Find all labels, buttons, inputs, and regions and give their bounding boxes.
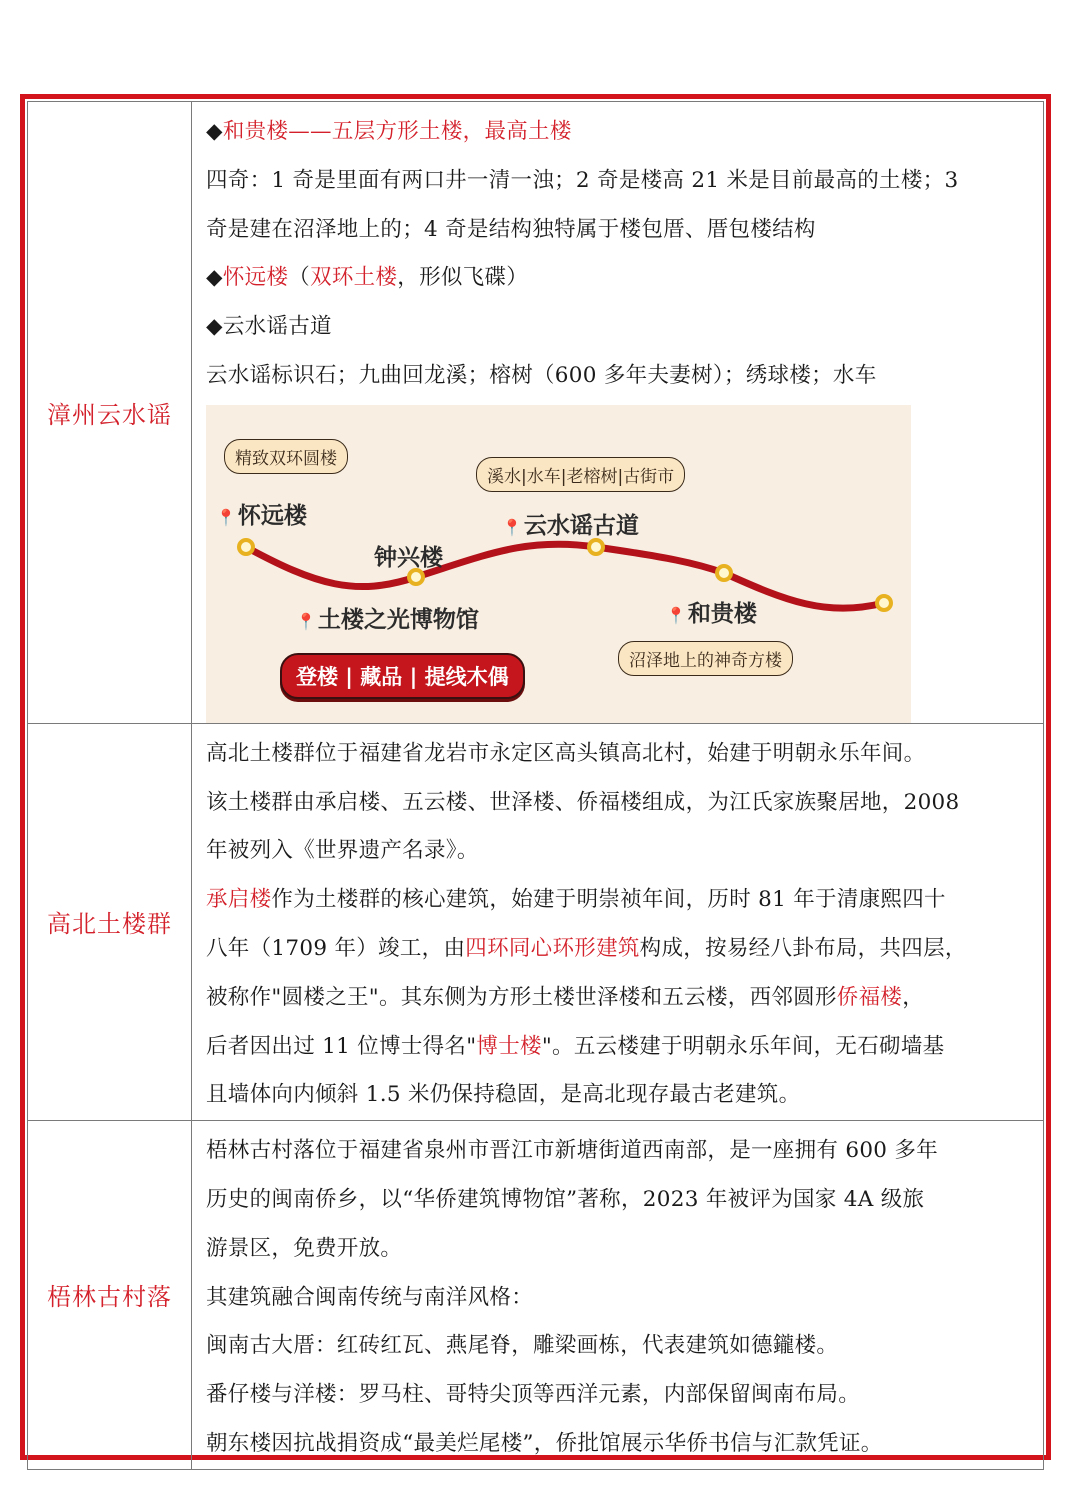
text-line: 朝东楼因抗战捐资成“最美烂尾楼”，侨批馆展示华侨书信与汇款凭证。: [206, 1430, 883, 1456]
tag-huaiyuan: 精致双环圆楼: [224, 439, 348, 474]
location-pin-icon: 📍: [216, 507, 236, 527]
location-pin-icon: 📍: [666, 605, 686, 625]
text-line: 历史的闽南侨乡，以“华侨建筑博物馆”著称，2023 年被评为国家 4A 级旅: [206, 1186, 925, 1212]
text-line: 且墙体向内倾斜 1.5 米仍保持稳固，是高北现存最古老建筑。: [206, 1082, 801, 1108]
text-line: 该土楼群由承启楼、五云楼、世泽楼、侨福楼组成，为江氏家族聚居地，2008: [206, 789, 960, 815]
stop-end: [877, 596, 891, 610]
stop-zhongxing: [409, 570, 423, 584]
text-line: 后者因出过 11 位博士得名"博士楼"。五云楼建于明朝永乐年间，无石砌墙基: [206, 1033, 945, 1059]
heading-huaiyuan: ◆怀远楼（双环土楼，形似飞碟）: [206, 265, 529, 291]
row-label-yunshuiyao: 漳州云水谣: [28, 102, 192, 724]
text-line: 游景区，免费开放。: [206, 1235, 403, 1261]
text-line: 年被列入《世界遗产名录》。: [206, 838, 479, 864]
place-zhongxing: 钟兴楼: [374, 544, 443, 571]
text-line: 八年（1709 年）竣工，由四环同心环形建筑构成，按易经八卦布局，共四层，: [206, 935, 967, 961]
row-content-yunshuiyao: [192, 102, 1044, 724]
text-line: 被称作"圆楼之王"。其东侧为方形土楼世泽楼和五云楼，西邻圆形侨福楼，: [206, 984, 924, 1010]
route-illustration: [206, 405, 911, 723]
tag-guodao: 溪水|水车|老榕树|古街市: [476, 457, 685, 492]
place-museum: 📍土楼之光博物馆: [296, 606, 479, 633]
stop-guodao: [589, 540, 603, 554]
place-hegui: 📍和贵楼: [666, 600, 757, 627]
heading-hegui: ◆和贵楼——五层方形土楼，最高土楼: [206, 119, 572, 144]
museum-banner: 登楼 | 藏品 | 提线木偶: [280, 653, 525, 699]
text-line: 承启楼作为土楼群的核心建筑，始建于明崇祯年间，历时 81 年于清康熙四十: [206, 887, 946, 913]
text-line: 闽南古大厝：红砖红瓦、燕尾脊，雕梁画栋，代表建筑如德鑨楼。: [206, 1333, 839, 1359]
place-guodao: 📍云水谣古道: [502, 512, 639, 539]
text-line: 四奇：1 奇是里面有两口井一清一浊；2 奇是楼高 21 米是目前最高的土楼；3: [206, 167, 959, 193]
table-row: [28, 102, 1044, 724]
table-row: [28, 723, 1044, 1120]
diamond-bullet-icon: ◆: [206, 314, 223, 340]
text-line: 高北土楼群位于福建省龙岩市永定区高头镇高北村，始建于明朝永乐年间。: [206, 740, 926, 766]
row-content-gaobei: [192, 723, 1044, 1120]
route-curve: [246, 544, 884, 608]
location-pin-icon: 📍: [296, 611, 316, 631]
row-label-gaobei: 高北土楼群: [28, 723, 192, 1120]
tag-hegui: 沼泽地上的神奇方楼: [618, 641, 793, 676]
text-line: 奇是建在沼泽地上的；4 奇是结构独特属于楼包厝、厝包楼结构: [206, 216, 816, 242]
stop-huaiyuan: [239, 540, 253, 554]
location-pin-icon: 📍: [502, 517, 522, 537]
diamond-bullet-icon: ◆: [206, 119, 223, 144]
text-line: 云水谣标识石；九曲回龙溪；榕树（600 多年夫妻树）；绣球楼；水车: [206, 362, 877, 388]
text-line: 梧林古村落位于福建省泉州市晋江市新塘街道西南部，是一座拥有 600 多年: [206, 1138, 939, 1164]
table-row: [28, 1121, 1044, 1470]
text-line: 其建筑融合闽南传统与南洋风格：: [206, 1284, 534, 1310]
scenic-spots-table: [27, 101, 1044, 1470]
stop-hegui: [717, 566, 731, 580]
row-content-wulin: [192, 1121, 1044, 1470]
diamond-bullet-icon: ◆: [206, 265, 223, 291]
text-line: 番仔楼与洋楼：罗马柱、哥特尖顶等西洋元素，内部保留闽南布局。: [206, 1382, 861, 1408]
row-label-wulin: 梧林古村落: [28, 1121, 192, 1470]
heading-guodao: ◆云水谣古道: [206, 314, 332, 340]
place-huaiyuan: 📍怀远楼: [216, 502, 307, 529]
